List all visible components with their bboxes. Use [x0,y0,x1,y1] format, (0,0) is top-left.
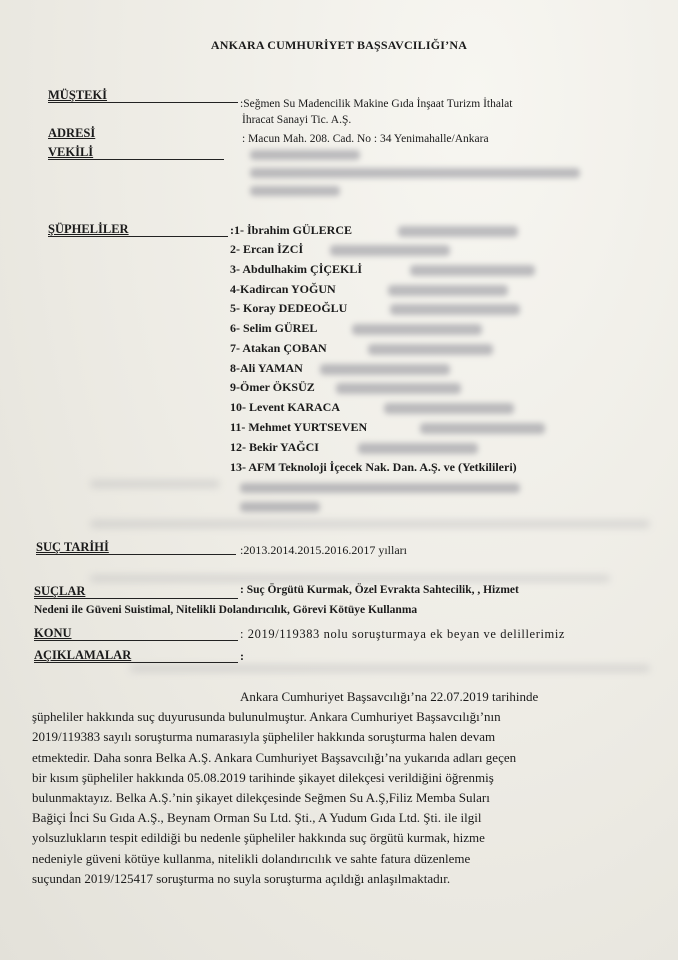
address-label: ADRESİ [48,126,96,140]
explanations-label: AÇIKLAMALAR [34,648,132,662]
redacted-id [420,423,545,434]
redacted-company-city [240,502,320,512]
crime-date-value: :2013.2014.2015.2016.2017 yılları [240,543,407,557]
subject-label: KONU [34,626,72,640]
crime-date-rule [36,554,236,555]
crimes-rule [34,598,238,599]
crimes-label: SUÇLAR [34,584,86,598]
explanations-rule [34,662,238,663]
paragraph-line: etmektedir. Daha sonra Belka A.Ş. Ankara Cumhuriyet Başsavcılığı’na yukarıda adları geçen [32,749,517,765]
paragraph-line: suçundan 2019/125417 soruşturma no suyla soruşturma açıldığı anlaşılmaktadır. [32,870,451,886]
redacted-id [330,245,450,256]
crimes-value-line1: : Suç Örgütü Kurmak, Özel Evrakta Sahtecilik, , Hizmet [240,584,519,596]
suspect-item: 13- AFM Teknoloji İçecek Nak. Dan. A.Ş. ve (Yetkilileri) [230,460,517,474]
paragraph-line: Bağiçi İnci Su Gıda A.Ş., Beynam Orman Su Ltd. Şti., A Yudum Gıda Ltd. Şti. ile ilgil [32,810,482,826]
paragraph-line: bulunmaktayız. Belka A.Ş.’nin şikayet dilekçesinde Seğmen Su A.Ş,Filiz Memba Suları [32,790,490,806]
complainant-value-line1: :Seğmen Su Madencilik Makine Gıda İnşaat Turizm İthalat [240,98,513,110]
redacted-attorney-address [250,168,580,178]
paragraph-line: bir kısım şüpheliler hakkında 05.08.2019 tarihinde şikayet dilekçesi verildiğini öğrenmiş [32,769,494,785]
suspect-item: 9-Ömer ÖKSÜZ [230,380,315,394]
complainant-rule [48,102,238,103]
redacted-id [358,443,478,454]
attorney-rule [48,159,224,160]
subject-value: : 2019/119383 nolu soruşturmaya ek beyan ve delillerimiz [240,627,566,641]
subject-rule [34,640,238,641]
suspect-item: 8-Ali YAMAN [230,361,303,375]
crimes-value-line2: Nedeni ile Güveni Suistimal, Nitelikli Dolandırıcılık, Görevi Kötüye Kullanma [34,604,418,616]
suspect-item: 3- Abdulhakim ÇİÇEKLİ [230,262,363,276]
redacted-id [320,364,450,375]
bleed-through [90,480,220,488]
suspect-item: 6- Selim GÜREL [230,321,318,335]
redacted-company-address [240,483,520,493]
bleed-through [130,665,650,672]
suspect-item: 11- Mehmet YURTSEVEN [230,420,368,434]
explanations-colon: : [240,649,244,663]
redacted-id [410,265,535,276]
redacted-id [368,344,493,355]
bleed-through [90,575,610,582]
suspect-item: 5- Koray DEDEOĞLU [230,301,348,315]
complainant-value-line2: İhracat Sanayi Tic. A.Ş. [242,114,352,126]
suspect-item: 10- Levent KARACA [230,400,340,414]
suspect-item: :1- İbrahim GÜLERCE [230,223,353,237]
suspect-item: 4-Kadircan YOĞUN [230,282,336,296]
redacted-id [336,383,461,394]
paragraph-line: Ankara Cumhuriyet Başsavcılığı’na 22.07.2019 tarihinde [240,689,539,704]
redacted-id [352,324,482,335]
redacted-id [384,403,514,414]
explanations-paragraph [32,687,678,889]
crime-date-label: SUÇ TARİHİ [36,540,109,554]
suspect-item: 7- Atakan ÇOBAN [230,341,327,355]
paragraph-line: yolsuzlukların tespit edildiği bu nedenle şüpheliler hakkında suç örgütü kurmak, hizme [32,830,485,846]
paragraph-line: şüpheliler hakkında suç duyurusunda bulunulmuştur. Ankara Cumhuriyet Başsavcılığı’nın [32,709,501,725]
redacted-id [388,285,508,296]
document-title: ANKARA CUMHURİYET BAŞSAVCILIĞI’NA [210,38,468,52]
bleed-through [90,520,650,528]
redacted-id [390,304,520,315]
redacted-attorney-name [250,150,360,160]
suspects-label: ŞÜPHELİLER [48,222,129,236]
redacted-attorney-city [250,186,340,196]
paragraph-line: nedeniyle güveni kötüye kullanma, nitelikli dolandırıcılık ve sahte fatura düzenleme [32,850,471,866]
complainant-label: MÜŞTEKİ [48,88,108,102]
suspects-rule [48,236,228,237]
suspect-item: 2- Ercan İZCİ [230,242,304,256]
paragraph-line: 2019/119383 sayılı soruşturma numarasıyla şüpheliler hakkında soruşturma halen devam [32,729,496,745]
suspect-item: 12- Bekir YAĞCI [230,440,319,454]
address-value: : Macun Mah. 208. Cad. No : 34 Yenimahalle/Ankara [242,133,489,145]
attorney-label: VEKİLİ [48,145,94,159]
redacted-id [398,226,518,237]
